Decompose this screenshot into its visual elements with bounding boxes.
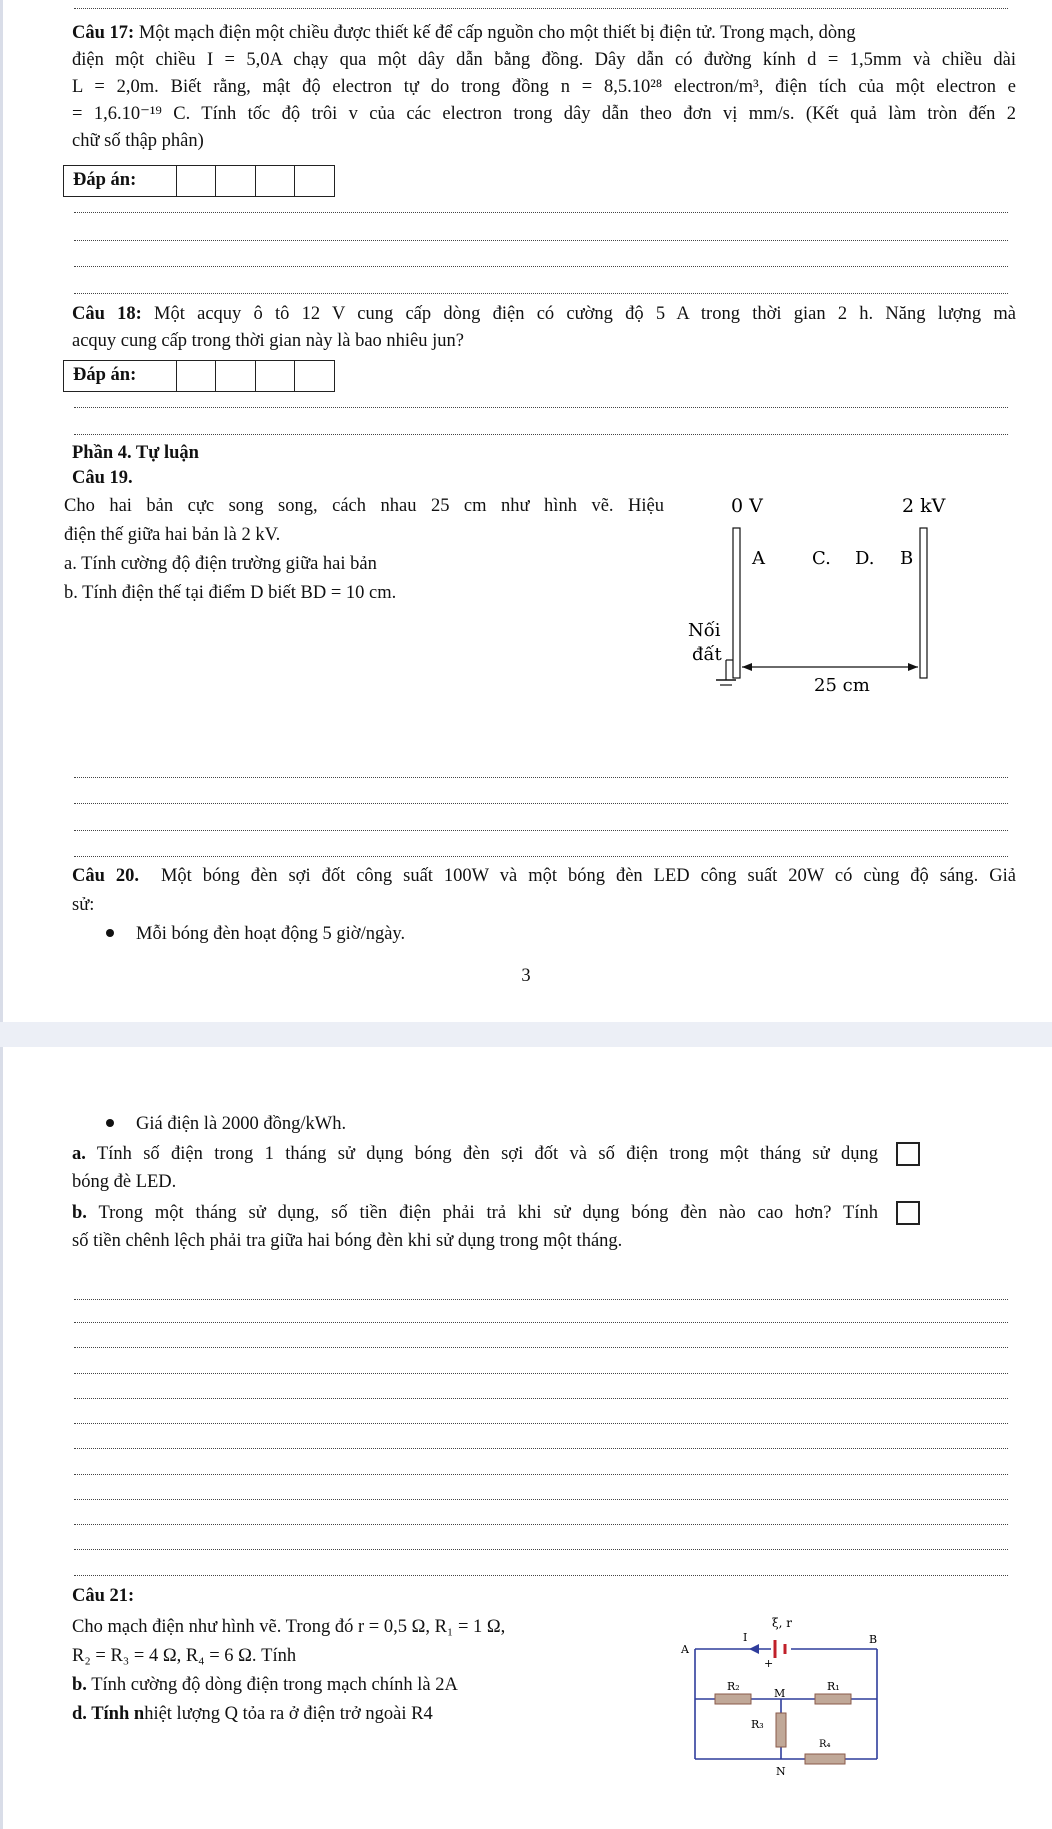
answer-cell[interactable]	[256, 166, 296, 196]
right-plate	[920, 528, 927, 678]
r1-label: R₁	[827, 1680, 840, 1693]
left-plate-voltage: 0 V	[731, 495, 763, 517]
answer-line	[74, 1474, 1008, 1475]
resistor-r1	[815, 1694, 851, 1704]
answer-label: Đáp án:	[64, 361, 177, 391]
answer-cell[interactable]	[216, 166, 256, 196]
q17-line-3: L = 2,0m. Biết rằng, mật độ electron tự do trong đồng n = 8,5.10²⁸ electron/m³, điện tích của một electron e	[72, 77, 1016, 97]
answer-line	[74, 407, 1008, 408]
answer-line	[74, 8, 1008, 9]
q17-line-5: chữ số thập phân)	[72, 131, 204, 151]
answer-cell[interactable]	[295, 361, 334, 391]
answer-label: Đáp án:	[64, 166, 177, 196]
answer-line	[74, 1575, 1008, 1576]
arrow-head-right	[908, 663, 918, 671]
right-plate-voltage: 2 kV	[902, 495, 946, 517]
bullet-dot	[106, 1119, 114, 1127]
bullet-dot	[106, 929, 114, 937]
answer-line	[74, 1373, 1008, 1374]
r4-label: R₄	[819, 1739, 831, 1750]
node-a: A	[681, 1643, 689, 1656]
distance-label: 25 cm	[814, 675, 870, 696]
question-19-text: Cho hai bản cực song song, cách nhau 25 cm như hình vẽ. Hiệu điện thế giữa hai bản là 2 kV. a. Tính cường độ điện trường giữa hai bản b. Tính điện thế tại điểm D biết BD = 10 cm.	[64, 496, 664, 603]
answer-line	[74, 434, 1008, 435]
bullet-item: Mỗi bóng đèn hoạt động 5 giờ/ngày.	[106, 921, 405, 948]
page-edge	[0, 0, 3, 1022]
part-4-heading: Phần 4. Tự luận	[72, 443, 199, 463]
point-d: D.	[855, 548, 875, 569]
q20-part-b: b. Trong một tháng sử dụng, số tiền điện phải trả khi sử dụng bóng đèn nào cao hơn? Tính số tiền chênh lệch phải tra giữa hai bóng đèn khi sử dụng trong một tháng.	[72, 1203, 878, 1251]
q17-line-4: = 1,6.10⁻¹⁹ C. Tính tốc độ trôi v của các electron trong dây dẫn theo đơn vị mm/s. (Kết quả làm tròn đến 2	[72, 104, 1016, 124]
answer-line	[74, 1549, 1008, 1550]
answer-line	[74, 1524, 1008, 1525]
answer-line	[74, 1299, 1008, 1300]
answer-line	[74, 803, 1008, 804]
answer-line	[74, 1347, 1008, 1348]
answer-line	[74, 856, 1008, 857]
q20-part-a: a. Tính số điện trong 1 tháng sử dụng bóng đèn sợi đốt và số điện trong một tháng sử dụng bóng đè LED.	[72, 1144, 878, 1192]
answer-box-q17[interactable]	[63, 165, 335, 197]
answer-line	[74, 266, 1008, 267]
source-label: ξ, r	[772, 1616, 792, 1630]
point-a: A	[752, 548, 765, 569]
answer-line	[74, 777, 1008, 778]
q17-line-2: điện một chiều I = 5,0A chạy qua một dây dẫn bằng đồng. Dây dẫn có đường kính d = 1,5mm và chiều dài	[72, 50, 1016, 70]
question-21-text: Cho mạch điện như hình vẽ. Trong đó r = 0,5 Ω, R₁ = 1 Ω, R₂ = R₃ = 4 Ω, R₄ = 6 Ω. Tính b. Tính cường độ dòng điện trong mạch chính là 2A d. Tính nhiệt lượng Q tỏa ra ở điện trở ngoài R4	[72, 1617, 506, 1724]
page-edge	[0, 1047, 3, 1829]
answer-line	[74, 830, 1008, 831]
checkbox-a[interactable]	[896, 1142, 920, 1166]
answer-line	[74, 1448, 1008, 1449]
answer-line	[74, 240, 1008, 241]
r3-label: R₃	[751, 1718, 764, 1731]
answer-line	[74, 1423, 1008, 1424]
q21-label: Câu 21:	[72, 1586, 135, 1606]
question-20: Câu 20. Một bóng đèn sợi đốt công suất 100W và một bóng đèn LED công suất 20W có cùng độ sáng. Giả sử:	[72, 866, 1016, 915]
q17-label: Câu 17:	[72, 23, 135, 43]
plus-sign: +	[764, 1657, 774, 1670]
resistor-r4	[805, 1754, 845, 1764]
q18-line-2: acquy cung cấp trong thời gian này là bao nhiêu jun?	[72, 331, 464, 351]
answer-cell[interactable]	[177, 166, 217, 196]
resistor-r2	[715, 1694, 751, 1704]
q17-line-1: Câu 17: Một mạch điện một chiều được thiết kế để cấp nguồn cho một thiết bị điện tử. Trong mạch, dòng	[72, 23, 856, 43]
bullet-item: Giá điện là 2000 đồng/kWh.	[106, 1111, 346, 1138]
point-b: B	[900, 548, 914, 569]
current-arrow	[749, 1644, 759, 1654]
q18-label: Câu 18:	[72, 304, 142, 324]
answer-line	[74, 1398, 1008, 1399]
answer-line	[74, 212, 1008, 213]
question-18: Câu 18: Một acquy ô tô 12 V cung cấp dòng điện có cường độ 5 A trong thời gian 2 h. Năng lượng mà acquy cung cấp trong thời gian này là bao nhiêu jun?	[72, 301, 1016, 355]
answer-line	[74, 1322, 1008, 1323]
answer-cell[interactable]	[295, 166, 334, 196]
circuit-figure	[675, 1613, 905, 1783]
current-label: I	[743, 1631, 748, 1644]
q20-label: Câu 20.	[72, 866, 140, 886]
node-b: B	[869, 1633, 878, 1646]
left-plate	[733, 528, 740, 678]
resistor-r3	[776, 1713, 786, 1747]
checkbox-b[interactable]	[896, 1201, 920, 1225]
answer-line	[74, 293, 1008, 294]
page-number: 3	[521, 966, 531, 986]
node-n: N	[776, 1765, 786, 1778]
ground-label-1: Nối	[688, 620, 721, 641]
node-m: M	[774, 1687, 786, 1700]
answer-cell[interactable]	[256, 361, 296, 391]
parallel-plates-figure	[680, 488, 970, 698]
r2-label: R₂	[727, 1680, 740, 1693]
answer-line	[74, 1499, 1008, 1500]
answer-box-q18[interactable]	[63, 360, 335, 392]
page-4	[0, 1047, 1052, 1829]
answer-cell[interactable]	[177, 361, 217, 391]
arrow-head-left	[742, 663, 752, 671]
point-c: C.	[812, 548, 831, 569]
q19-label: Câu 19.	[72, 468, 133, 488]
answer-cell[interactable]	[216, 361, 256, 391]
question-17	[72, 20, 1016, 155]
ground-label-2: đất	[692, 644, 722, 665]
